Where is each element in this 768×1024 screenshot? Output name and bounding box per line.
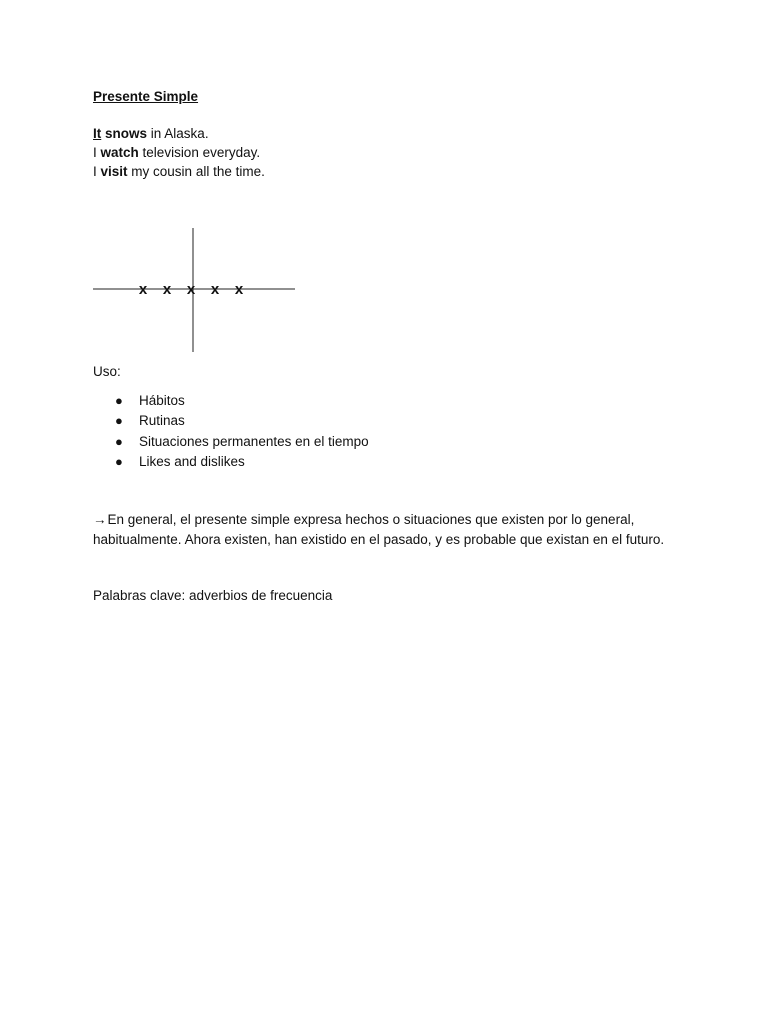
keywords-line: Palabras clave: adverbios de frecuencia	[93, 588, 333, 603]
example-sentence-2	[93, 143, 260, 162]
example-sentence-1	[93, 124, 209, 143]
list-item-text: Likes and dislikes	[139, 453, 245, 469]
usage-list	[93, 391, 369, 472]
list-item-text: Situaciones permanentes en el tiempo	[139, 433, 369, 449]
timeline-x-mark: x	[138, 281, 148, 298]
example-rest: in Alaska.	[147, 126, 209, 141]
bullet-icon: ●	[115, 413, 123, 429]
list-item	[93, 432, 369, 452]
uso-label: Uso:	[93, 364, 121, 379]
list-item-text: Hábitos	[139, 393, 185, 408]
bullet-icon: ●	[115, 453, 123, 469]
example-verb: visit	[100, 164, 128, 179]
timeline-x-mark: x	[210, 281, 220, 298]
example-sentence-3	[93, 162, 265, 181]
timeline-x-mark: x	[234, 281, 244, 298]
arrow-icon: →	[93, 512, 107, 527]
example-subject: I	[93, 164, 97, 179]
list-item	[93, 411, 369, 431]
explanation-paragraph	[93, 510, 673, 549]
list-item	[93, 452, 369, 472]
list-item	[93, 391, 369, 411]
example-verb: watch	[100, 145, 139, 160]
example-verb: snows	[105, 126, 148, 141]
example-subject: I	[93, 145, 97, 160]
example-rest: television everyday.	[138, 145, 261, 160]
explanation-text: En general, el presente simple expresa hechos o situaciones que existen por lo general, habitualmente. Ahora existen, han existido en el pasado, y es probable que existan en el futuro.	[93, 512, 665, 547]
page-title: Presente Simple	[93, 89, 199, 104]
timeline-diagram	[93, 228, 295, 352]
timeline-x-mark: x	[162, 281, 172, 298]
bullet-icon: ●	[115, 433, 123, 449]
example-subject: It	[93, 126, 102, 141]
list-item-text: Rutinas	[139, 413, 185, 429]
example-rest: my cousin all the time.	[127, 164, 265, 179]
timeline-x-mark: x	[186, 281, 196, 298]
bullet-icon: ●	[115, 393, 123, 408]
